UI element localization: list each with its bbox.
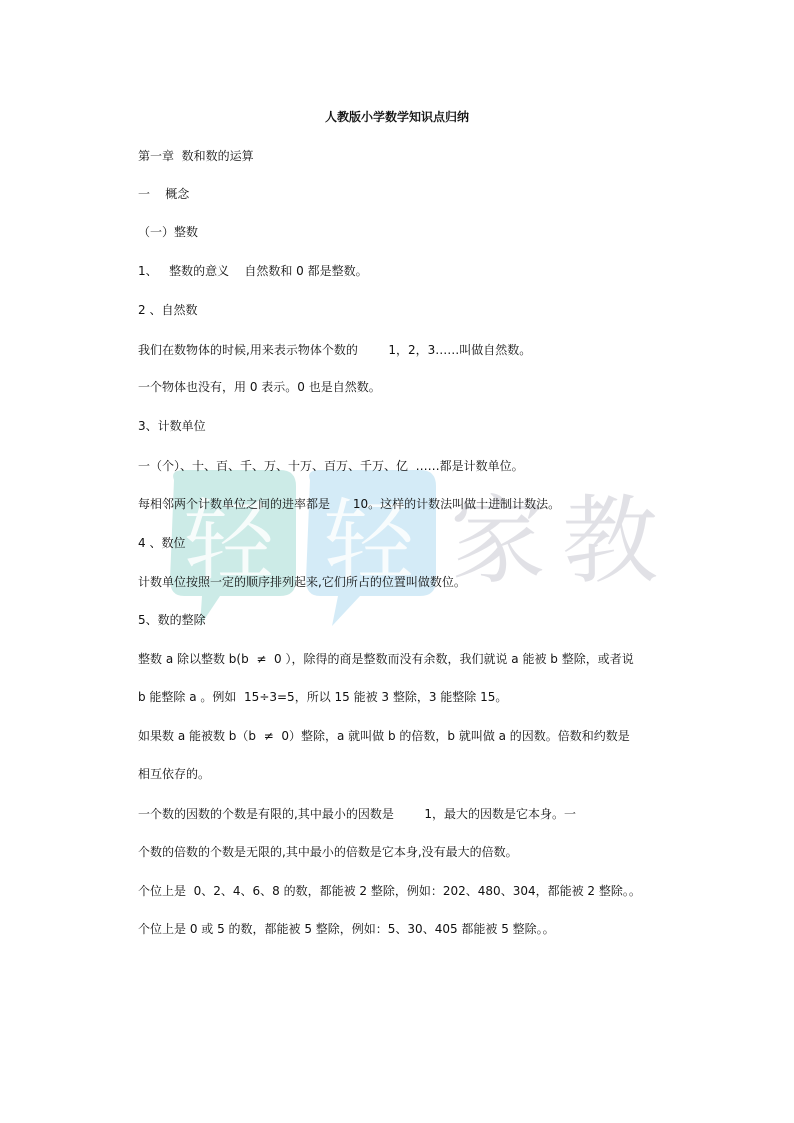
subsection-heading: （一）整数 xyxy=(138,225,199,239)
item-heading: 2 、自然数 xyxy=(138,303,198,317)
paragraph: 每相邻两个计数单位之间的进率都是 10。这样的计数法叫做十进制计数法。 xyxy=(138,497,561,511)
item-heading: 3、计数单位 xyxy=(138,419,206,433)
paragraph: 我们在数物体的时候,用来表示物体个数的 1，2，3……叫做自然数。 xyxy=(138,343,532,357)
paragraph: 相互依存的。 xyxy=(138,767,211,781)
paragraph: 个位上是 0、2、4、6、8 的数，都能被 2 整除，例如：202、480、304，都能被 2 整除。。 xyxy=(138,884,641,898)
paragraph: 如果数 a 能被数 b（b ≠ 0）整除，a 就叫做 b 的倍数，b 就叫做 a 的因数。倍数和约数是 xyxy=(138,729,630,743)
paragraph: 整数 a 除以整数 b(b ≠ 0 ），除得的商是整数而没有余数，我们就说 a 能被 b 整除，或者说 xyxy=(138,652,634,666)
paragraph: 计数单位按照一定的顺序排列起来,它们所占的位置叫做数位。 xyxy=(138,575,466,589)
document-title: 人教版小学数学知识点归纳 xyxy=(324,110,469,124)
paragraph: 一（个）、十、百、千、万、十万、百万、千万、亿 ……都是计数单位。 xyxy=(138,459,524,473)
watermark-char-1: 轻 xyxy=(184,489,274,594)
section-heading: 一 概念 xyxy=(138,187,190,201)
paragraph: 个数的倍数的个数是无限的,其中最小的倍数是它本身,没有最大的倍数。 xyxy=(138,845,518,859)
chapter-heading: 第一章 数和数的运算 xyxy=(138,149,254,163)
paragraph: b 能整除 a 。例如 15÷3=5，所以 15 能被 3 整除，3 能整除 15。 xyxy=(138,690,508,704)
item-heading: 4 、数位 xyxy=(138,536,186,550)
watermark-char-3: 家 xyxy=(450,485,546,597)
watermark-logo xyxy=(160,470,680,630)
paragraph: 1、 整数的意义 自然数和 0 都是整数。 xyxy=(138,264,368,278)
watermark-char-4: 教 xyxy=(562,485,658,597)
watermark-char-2: 轻 xyxy=(324,489,414,594)
item-heading: 5、数的整除 xyxy=(138,613,206,627)
paragraph: 一个数的因数的个数是有限的,其中最小的因数是 1，最大的因数是它本身。一 xyxy=(138,807,576,821)
paragraph: 一个物体也没有，用 0 表示。0 也是自然数。 xyxy=(138,380,381,394)
paragraph: 个位上是 0 或 5 的数，都能被 5 整除，例如：5、30、405 都能被 5 整除。。 xyxy=(138,922,555,936)
